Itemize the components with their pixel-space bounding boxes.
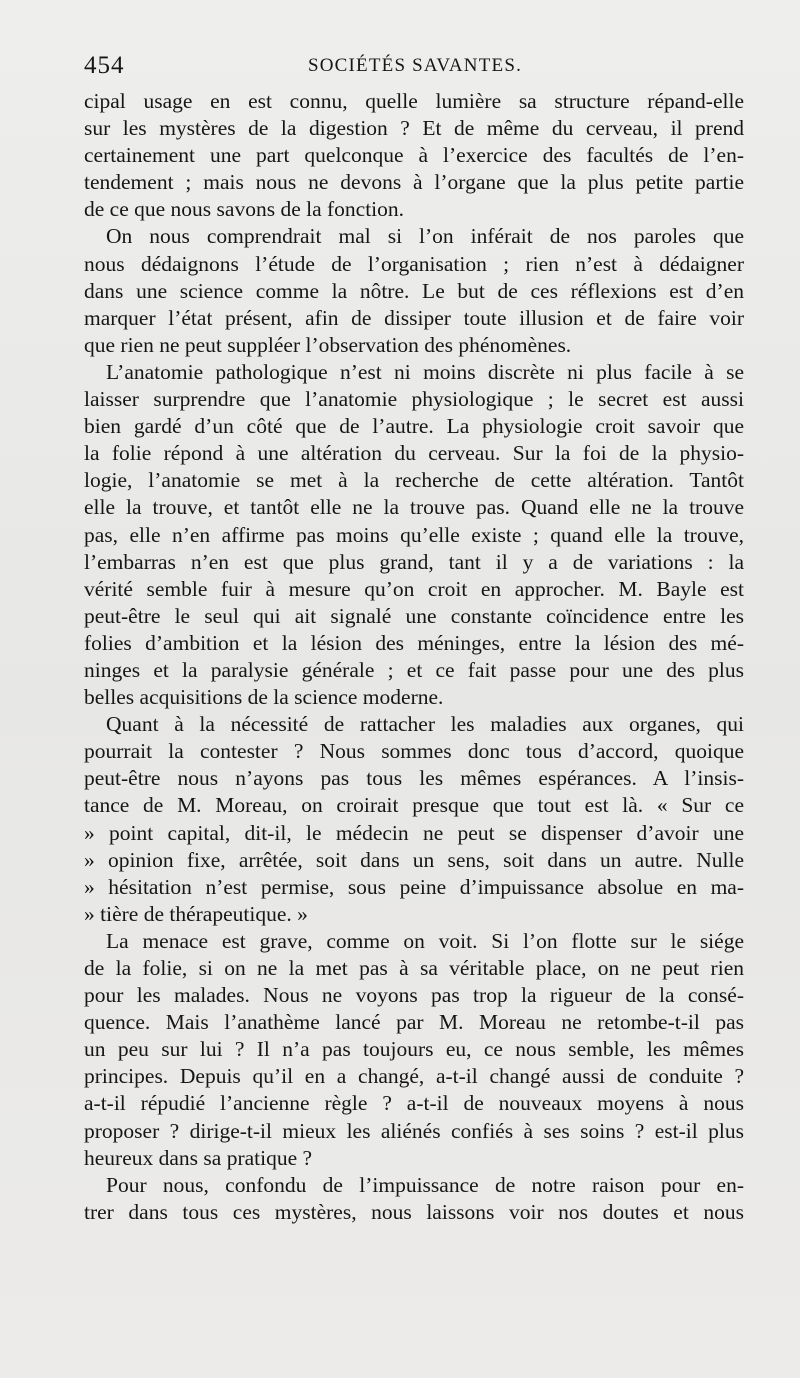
text-line: sur les mystères de la digestion ? Et de même du cerveau, il prend	[84, 116, 744, 141]
text-line: de ce que nous savons de la fonction.	[84, 197, 405, 222]
text-line: » hésitation n’est permise, sous peine d’impuissance absolue en ma-	[84, 874, 744, 899]
text-line: trer dans tous ces mystères, nous laissons voir nos doutes et nous	[84, 1199, 744, 1224]
text-line: » opinion fixe, arrêtée, soit dans un sens, soit dans un autre. Nulle	[84, 847, 744, 872]
text-line: » point capital, dit-il, le médecin ne peut se dispenser d’avoir une	[84, 820, 744, 845]
text-line: quence. Mais l’anathème lancé par M. Moreau ne retombe-t-il pas	[84, 1010, 744, 1035]
text-line: Quant à la nécessité de rattacher les maladies aux organes, qui	[106, 712, 744, 737]
text-line: heureux dans sa pratique ?	[84, 1145, 313, 1170]
running-title: SOCIÉTÉS SAVANTES.	[307, 55, 523, 76]
text-line: L’anatomie pathologique n’est ni moins discrète ni plus facile à se	[106, 359, 744, 384]
text-line: marquer l’état présent, afin de dissiper toute illusion et de faire voir	[84, 305, 744, 330]
text-line: tance de M. Moreau, on croirait presque que tout est là. « Sur ce	[84, 793, 744, 818]
text-line: belles acquisitions de la science moderne.	[84, 685, 444, 710]
text-line: que rien ne peut suppléer l’observation des phénomènes.	[84, 332, 572, 357]
text-line: principes. Depuis qu’il en a changé, a-t-il changé aussi de conduite ?	[84, 1064, 744, 1089]
text-line: a-t-il répudié l’ancienne règle ? a-t-il de nouveaux moyens à nous	[84, 1091, 744, 1116]
text-line: cipal usage en est connu, quelle lumière sa structure répand-elle	[84, 89, 744, 113]
text-line: tendement ; mais nous ne devons à l’organe que la plus petite partie	[84, 170, 744, 195]
text-line: nous dédaignons l’étude de l’organisation ; rien n’est à dédaigner	[84, 251, 744, 276]
text-line: vérité semble fuir à mesure qu’on croit en approcher. M. Bayle est	[84, 576, 744, 601]
text-line: la folie répond à une altération du cerveau. Sur la foi de la physio-	[84, 441, 744, 466]
text-line: Pour nous, confondu de l’impuissance de notre raison pour en-	[106, 1172, 744, 1197]
text-line: » tière de thérapeutique. »	[84, 901, 308, 926]
text-line: logie, l’anatomie se met à la recherche de cette altération. Tantôt	[84, 468, 744, 493]
text-line: pas, elle n’en affirme pas moins qu’elle existe ; quand elle la trouve,	[84, 522, 744, 547]
text-line: La menace est grave, comme on voit. Si l’on flotte sur le siége	[106, 928, 744, 953]
text-line: dans une science comme la nôtre. Le but de ces réflexions est d’en	[84, 278, 744, 303]
text-line: peut-être nous n’ayons pas tous les mêmes espérances. A l’insis-	[84, 766, 744, 791]
text-line: laisser surprendre que l’anatomie physiologique ; le secret est aussi	[84, 387, 744, 412]
text-line: un peu sur lui ? Il n’a pas toujours eu, ce nous semble, les mêmes	[84, 1037, 744, 1062]
text-line: bien gardé d’un côté que de l’autre. La physiologie croit savoir que	[84, 414, 744, 439]
text-line: folies d’ambition et la lésion des méninges, entre la lésion des mé-	[84, 630, 744, 655]
text-line: proposer ? dirige-t-il mieux les aliénés confiés à ses soins ? est-il plus	[84, 1118, 744, 1143]
text-line: certainement une part quelconque à l’exercice des facultés de l’en-	[84, 143, 744, 168]
page-number: 454	[84, 52, 125, 79]
text-line: de la folie, si on ne la met pas à sa véritable place, on ne peut rien	[84, 956, 744, 980]
text-line: pourrait la contester ? Nous sommes donc tous d’accord, quoique	[84, 739, 744, 764]
body-text	[84, 88, 744, 1226]
text-line: On nous comprendrait mal si l’on inférait de nos paroles que	[106, 224, 744, 249]
text-line: peut-être le seul qui ait signalé une constante coïncidence entre les	[84, 603, 744, 628]
text-line: ninges et la paralysie générale ; et ce fait passe pour une des plus	[84, 657, 744, 682]
text-line: pour les malades. Nous ne voyons pas trop la rigueur de la consé-	[84, 983, 744, 1008]
text-line: l’embarras n’en est que plus grand, tant il y a de variations : la	[84, 549, 744, 574]
text-line: elle la trouve, et tantôt elle ne la trouve pas. Quand elle ne la trouve	[84, 495, 744, 520]
page-header	[84, 52, 746, 84]
